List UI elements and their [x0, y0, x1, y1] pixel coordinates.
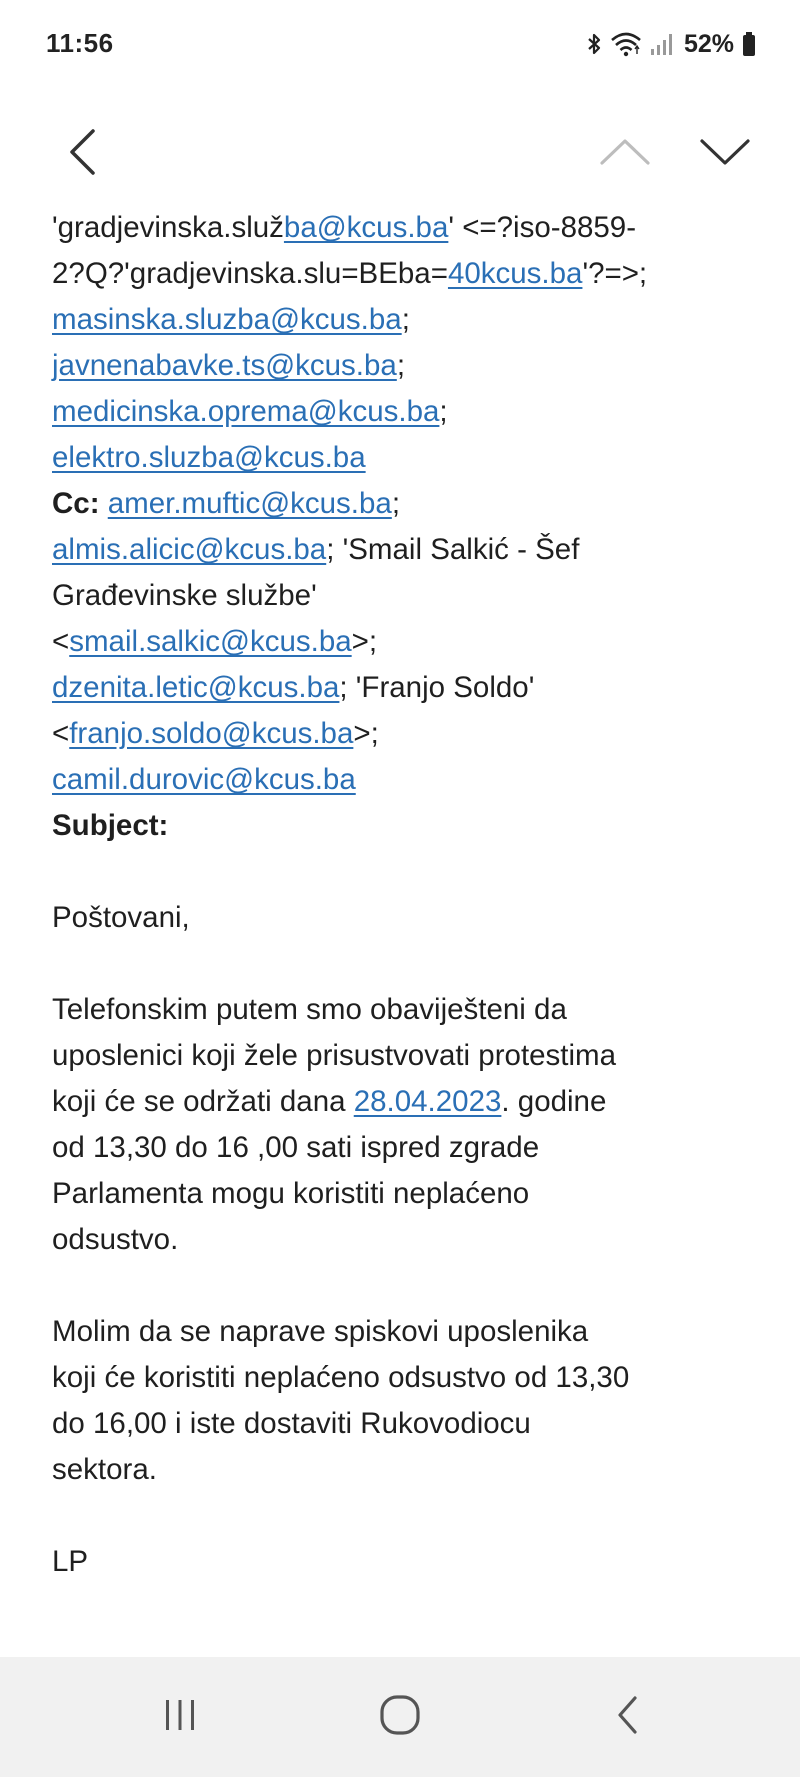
email-link[interactable]: amer.muftic@kcus.ba	[107, 487, 392, 520]
body-line: Parlamenta mogu koristiti neplaćeno	[52, 1177, 530, 1210]
body-line: do 16,00 i iste dostaviti Rukovodiocu	[52, 1407, 531, 1440]
email-link[interactable]: 40kcus.ba	[447, 257, 583, 290]
back-icon	[613, 1693, 643, 1742]
body-line: Telefonskim putem smo obaviješteni da	[52, 993, 567, 1026]
battery-icon	[742, 31, 756, 57]
body-line: uposlenici koji žele prisustvovati protestima	[52, 1039, 617, 1072]
cc-line: Cc: amer.muftic@kcus.ba;	[52, 487, 401, 520]
previous-email-button[interactable]	[590, 124, 660, 184]
to-recipients	[52, 205, 767, 481]
email-link[interactable]: javnenabavke.ts@kcus.ba	[52, 349, 397, 382]
greeting: Poštovani,	[52, 901, 190, 934]
email-toolbar	[0, 110, 800, 200]
status-bar	[0, 0, 800, 90]
body-line: od 13,30 do 16 ,00 sati ispred zgrade	[52, 1131, 540, 1164]
battery-percent: 52%	[683, 29, 734, 58]
next-email-button[interactable]	[690, 124, 760, 184]
home-icon	[378, 1693, 422, 1742]
recipient-line	[52, 757, 767, 803]
email-link[interactable]: franjo.soldo@kcus.ba	[69, 717, 354, 750]
back-chevron-icon	[67, 128, 97, 181]
wifi-icon	[610, 31, 642, 57]
signal-icon	[650, 32, 676, 56]
recipient-line: dzenita.letic@kcus.ba; 'Franjo Soldo'	[52, 671, 535, 704]
body-line: Molim da se naprave spiskovi uposlenika	[52, 1315, 589, 1348]
recipient-line: 'gradjevinska.služba@kcus.ba' <=?iso-8859-	[52, 211, 637, 244]
body-line: sektora.	[52, 1453, 157, 1486]
recipient-line: <smail.salkic@kcus.ba>;	[52, 625, 378, 658]
email-link[interactable]: medicinska.oprema@kcus.ba	[52, 395, 440, 428]
recipient-line: javnenabavke.ts@kcus.ba;	[52, 349, 406, 382]
chevron-down-icon	[699, 137, 751, 172]
body-paragraph-2	[52, 1309, 767, 1493]
email-link[interactable]: masinska.sluzba@kcus.ba	[52, 303, 402, 336]
body-paragraph-1	[52, 987, 767, 1263]
system-back-button[interactable]	[588, 1687, 668, 1747]
recipient-line: medicinska.oprema@kcus.ba;	[52, 395, 448, 428]
email-link[interactable]: smail.salkic@kcus.ba	[69, 625, 352, 658]
back-button[interactable]	[52, 124, 112, 184]
email-link[interactable]: ba@kcus.ba	[283, 211, 449, 244]
spacer	[52, 849, 767, 895]
spacer	[52, 1493, 767, 1539]
status-time: 11:56	[46, 28, 114, 58]
recipient-line	[52, 435, 767, 481]
subject-label: Subject:	[52, 809, 169, 842]
spacer	[52, 1263, 767, 1309]
email-link[interactable]: almis.alicic@kcus.ba	[52, 533, 327, 566]
recipient-line: masinska.sluzba@kcus.ba;	[52, 303, 410, 336]
status-icons	[586, 28, 756, 60]
recipient-line: <franjo.soldo@kcus.ba>;	[52, 717, 379, 750]
cc-recipients	[52, 481, 767, 803]
body-line: odsustvo.	[52, 1223, 179, 1256]
signoff: LP	[52, 1545, 89, 1578]
cc-label: Cc:	[52, 487, 100, 520]
spacer	[52, 941, 767, 987]
navigation-bar	[0, 1657, 800, 1777]
home-button[interactable]	[360, 1687, 440, 1747]
date-link[interactable]: 28.04.2023	[353, 1085, 502, 1118]
recipient-line: almis.alicic@kcus.ba; 'Smail Salkić - Šef	[52, 533, 580, 566]
recent-apps-button[interactable]	[140, 1687, 220, 1747]
email-content	[52, 205, 767, 1585]
email-link[interactable]: camil.durovic@kcus.ba	[52, 763, 356, 796]
chevron-up-icon	[599, 137, 651, 172]
email-link[interactable]: elektro.sluzba@kcus.ba	[52, 441, 366, 474]
bluetooth-icon	[586, 32, 602, 56]
email-link[interactable]: dzenita.letic@kcus.ba	[52, 671, 340, 704]
recent-apps-icon	[160, 1695, 200, 1740]
body-line: koji će koristiti neplaćeno odsustvo od 13,30	[52, 1361, 630, 1394]
body-line: koji će se održati dana 28.04.2023. godine	[52, 1085, 607, 1118]
recipient-line: Građevinske službe'	[52, 579, 317, 612]
recipient-line: 2?Q?'gradjevinska.slu=BEba=40kcus.ba'?=>;	[52, 257, 648, 290]
